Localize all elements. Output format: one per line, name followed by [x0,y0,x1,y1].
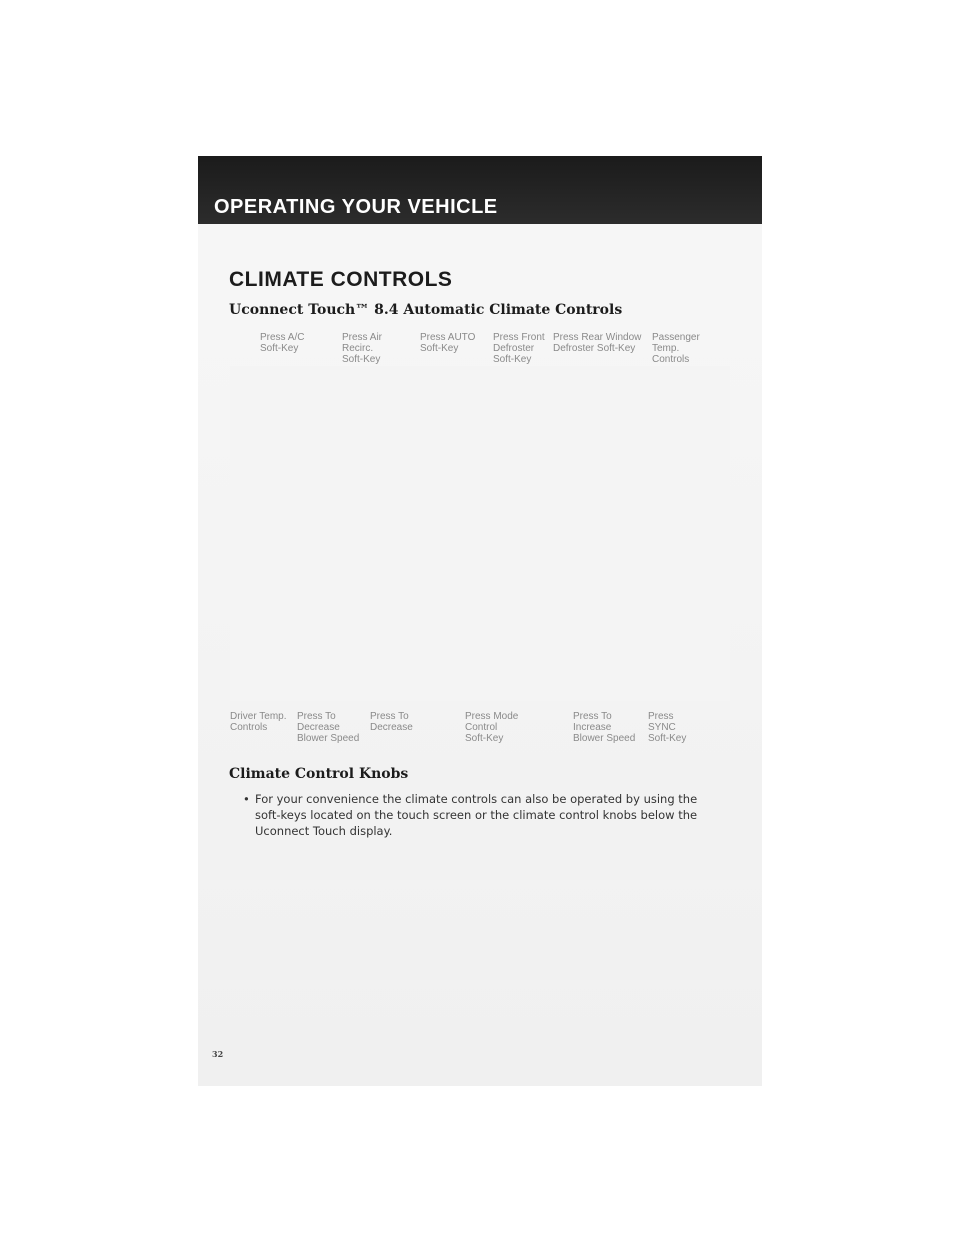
manual-page [198,156,762,1086]
callout-mode-softkey: Press Mode Control Soft-Key [465,711,519,744]
callout-decrease: Press To Decrease [370,711,413,733]
page-header [198,156,762,224]
callout-front-defroster-softkey: Press Front Defroster Soft-Key [493,332,545,365]
bullet-item [243,791,713,839]
callout-driver-temp: Driver Temp. Controls [230,711,287,733]
callout-increase-blower: Press To Increase Blower Speed [573,711,636,744]
callout-rear-defroster-softkey: Press Rear Window Defroster Soft-Key [553,332,642,354]
header-title: OPERATING YOUR VEHICLE [214,196,498,218]
callout-passenger-temp: Passenger Temp. Controls [652,332,700,365]
page-number: 32 [212,1049,224,1059]
callout-decrease-blower: Press To Decrease Blower Speed [297,711,360,744]
bullet-text: For your convenience the climate controls can also be operated by using the soft-keys located on the touch screen or the climate control knobs below the Uconnect Touch display. [255,792,698,838]
callout-air-recirc-softkey: Press Air Recirc. Soft-Key [342,332,383,365]
knobs-title: Climate Control Knobs [229,766,409,782]
callout-ac-softkey: Press A/C Soft-Key [260,332,305,354]
callout-sync-softkey: Press SYNC Soft-Key [648,711,687,744]
section-title: CLIMATE CONTROLS [229,268,453,291]
callout-auto-softkey: Press AUTO Soft-Key [420,332,476,354]
bullet-dot: • [243,792,250,806]
climate-screen-diagram [230,366,730,701]
subsection-title: Uconnect Touch™ 8.4 Automatic Climate Controls [229,302,623,318]
